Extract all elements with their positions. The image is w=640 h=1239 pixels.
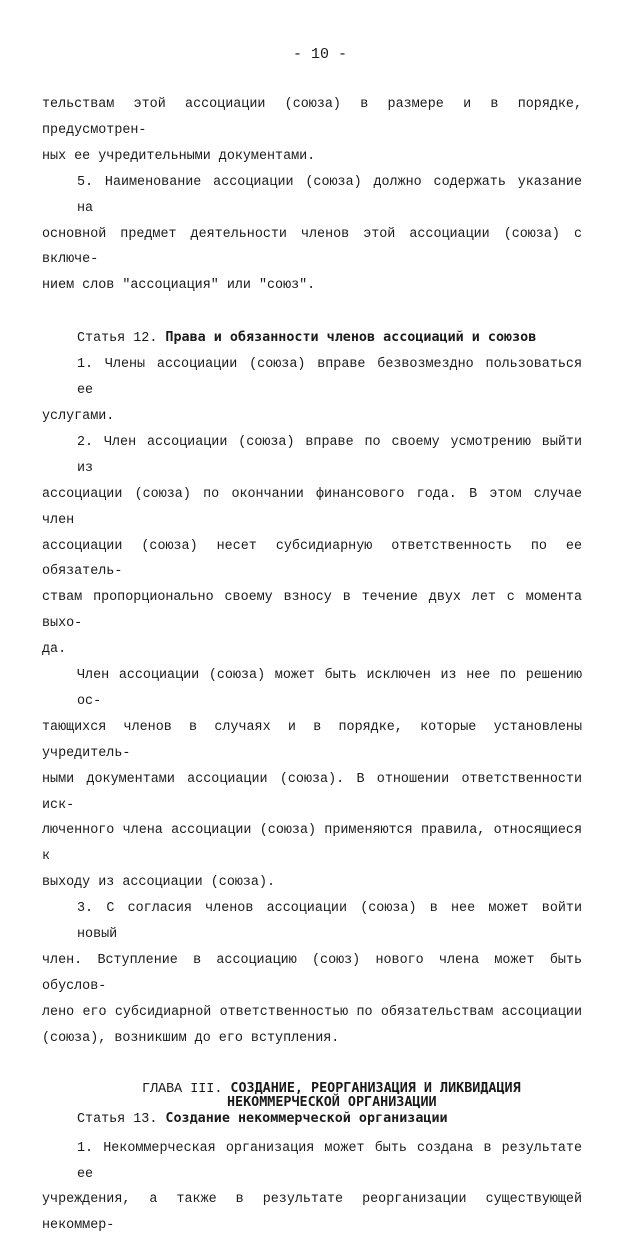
chapter-3-prefix: ГЛАВА III. xyxy=(142,1081,231,1097)
text-line: да. xyxy=(42,642,67,658)
text-line: услугами. xyxy=(42,408,115,424)
text-line: Член ассоциации (союза) может быть исключен из нее по решению ос- xyxy=(77,668,582,709)
text-line: член. Вступление в ассоциацию (союз) нового члена может быть обуслов- xyxy=(42,953,582,994)
article-13-prefix: Статья 13. xyxy=(77,1111,166,1127)
text-line: 5. Наименование ассоциации (союза) должно содержать указание на xyxy=(77,174,582,216)
text-line: учреждения, а также в результате реорганизации существующей некоммер- xyxy=(42,1192,582,1234)
text-line: ассоциации (союза) по окончании финансового года. В этом случае член xyxy=(42,486,582,528)
spacer xyxy=(42,299,582,325)
article-13-title: Создание некоммерческой организации xyxy=(165,1110,448,1126)
paragraph-12-2-exclusion xyxy=(42,663,582,896)
text-line: 1. Члены ассоциации (союза) вправе безвозмездно пользоваться ее xyxy=(77,357,582,399)
text-line: ных ее учредительными документами. xyxy=(42,148,316,164)
text-line: выходу из ассоциации (союза). xyxy=(42,875,276,891)
paragraph-12-1 xyxy=(42,352,582,430)
text-line: нием слов "ассоциация" или "союз". xyxy=(42,278,316,294)
text-line: тающихся членов в случаях и в порядке, которые установлены учредитель- xyxy=(42,719,582,761)
text-line: тельствам этой ассоциации (союза) в размере и в порядке, предусмотрен- xyxy=(42,97,582,138)
article-12-title: Права и обязанности членов ассоциаций и союзов xyxy=(165,330,537,346)
paragraph-12-2 xyxy=(42,430,582,663)
text-line: ными документами ассоциации (союза). В отношении ответственности иск- xyxy=(42,771,582,813)
chapter-3-title-line-2: НЕКОММЕРЧЕСКОЙ ОРГАНИЗАЦИИ xyxy=(227,1094,437,1110)
page-number: - 10 - xyxy=(292,46,347,63)
paragraph-12-3 xyxy=(42,896,582,1051)
article-13-heading xyxy=(42,1109,582,1130)
text-line: основной предмет деятельности членов этой ассоциации (союза) с включе- xyxy=(42,226,582,268)
paragraph-continuation xyxy=(42,92,582,170)
spacer xyxy=(42,1052,582,1082)
document-body xyxy=(42,92,582,1239)
paragraph-point-5 xyxy=(42,170,582,300)
text-line: лено его субсидиарной ответственностью по обязательствам ассоциации xyxy=(42,1004,582,1020)
text-line: (союза), возникшим до его вступления. xyxy=(42,1030,340,1046)
article-12-prefix: Статья 12. xyxy=(77,331,166,347)
paragraph-13-1 xyxy=(42,1136,582,1239)
article-12-heading xyxy=(42,325,582,352)
text-line: 3. С согласия членов ассоциации (союза) в нее может войти новый xyxy=(77,901,582,943)
chapter-3-heading xyxy=(42,1082,582,1109)
chapter-3-line-1 xyxy=(42,1082,582,1096)
chapter-3-title-line-1: СОЗДАНИЕ, РЕОРГАНИЗАЦИЯ И ЛИКВИДАЦИЯ xyxy=(230,1080,521,1096)
text-line: ассоциации (союза) несет субсидиарную ответственность по ее обязатель- xyxy=(42,538,582,580)
text-line: ствам пропорционально своему взносу в течение двух лет с момента выхо- xyxy=(42,590,582,632)
text-line: люченного члена ассоциации (союза) применяются правила, относящиеся к xyxy=(42,823,582,865)
text-line: 1. Некоммерческая организация может быть создана в результате ее xyxy=(77,1140,582,1182)
text-line: 2. Член ассоциации (союза) вправе по своему усмотрению выйти из xyxy=(77,434,582,476)
